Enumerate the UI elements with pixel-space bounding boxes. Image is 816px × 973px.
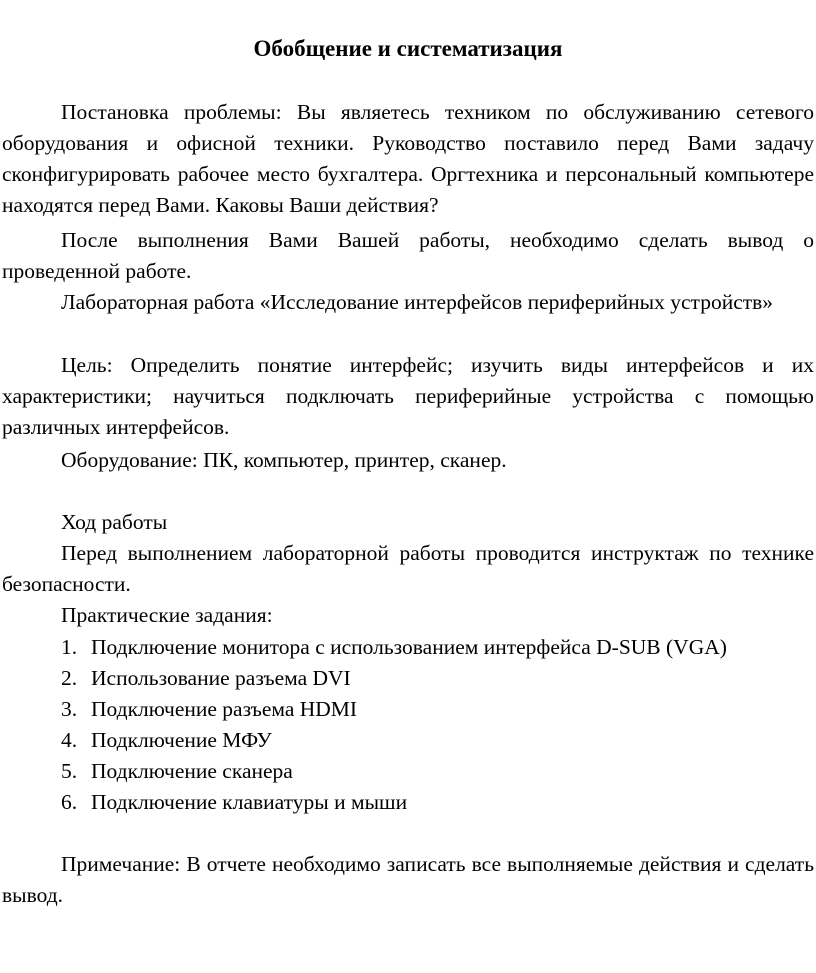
list-item [61, 725, 727, 756]
list-item-text: Подключение сканера [91, 759, 293, 783]
list-item [61, 663, 727, 694]
list-item-number: 6. [61, 790, 78, 814]
list-item-text: Подключение разъема HDMI [91, 697, 358, 721]
conclusion-instruction: После выполнения Вами Вашей работы, необходимо сделать вывод о проведенной работе. [2, 228, 814, 283]
list-item [61, 694, 727, 725]
list-item-number: 3. [61, 697, 78, 721]
list-item [61, 787, 727, 818]
list-item-text: Подключение клавиатуры и мыши [91, 790, 408, 814]
list-item-text: Подключение монитора с использованием интерфейса D-SUB (VGA) [91, 635, 727, 659]
report-note: Примечание: В отчете необходимо записать все выполняемые действия и сделать вывод. [2, 852, 814, 907]
safety-briefing: Перед выполнением лабораторной работы проводится инструктаж по технике безопасности. [2, 541, 814, 596]
list-item-text: Использование разъема DVI [91, 666, 351, 690]
tasks-heading: Практические задания: [61, 603, 273, 627]
list-item [61, 756, 727, 787]
equipment-line: Оборудование: ПК, компьютер, принтер, сканер. [61, 448, 507, 472]
list-item-number: 1. [61, 635, 78, 659]
procedure-heading: Ход работы [61, 510, 168, 534]
tasks-list [61, 632, 727, 818]
page-title: Обобщение и систематизация [253, 36, 563, 61]
list-item-number: 5. [61, 759, 78, 783]
list-item-number: 4. [61, 728, 78, 752]
list-item [61, 632, 727, 663]
list-item-number: 2. [61, 666, 78, 690]
problem-statement: Постановка проблемы: Вы являетесь техником по обслуживанию сетевого оборудования и офисной техники. Руководство поставило перед Вами задачу сконфигурировать рабочее место бухгалтера. Оргтехника и персональный компьютере находятся перед Вами. Каковы Ваши действия? [2, 100, 814, 217]
lab-goal: Цель: Определить понятие интерфейс; изучить виды интерфейсов и их характеристики; научиться подключать периферийные устройства с помощью различных интерфейсов. [2, 353, 814, 439]
lab-title: Лабораторная работа «Исследование интерфейсов периферийных устройств» [61, 290, 774, 314]
list-item-text: Подключение МФУ [91, 728, 272, 752]
